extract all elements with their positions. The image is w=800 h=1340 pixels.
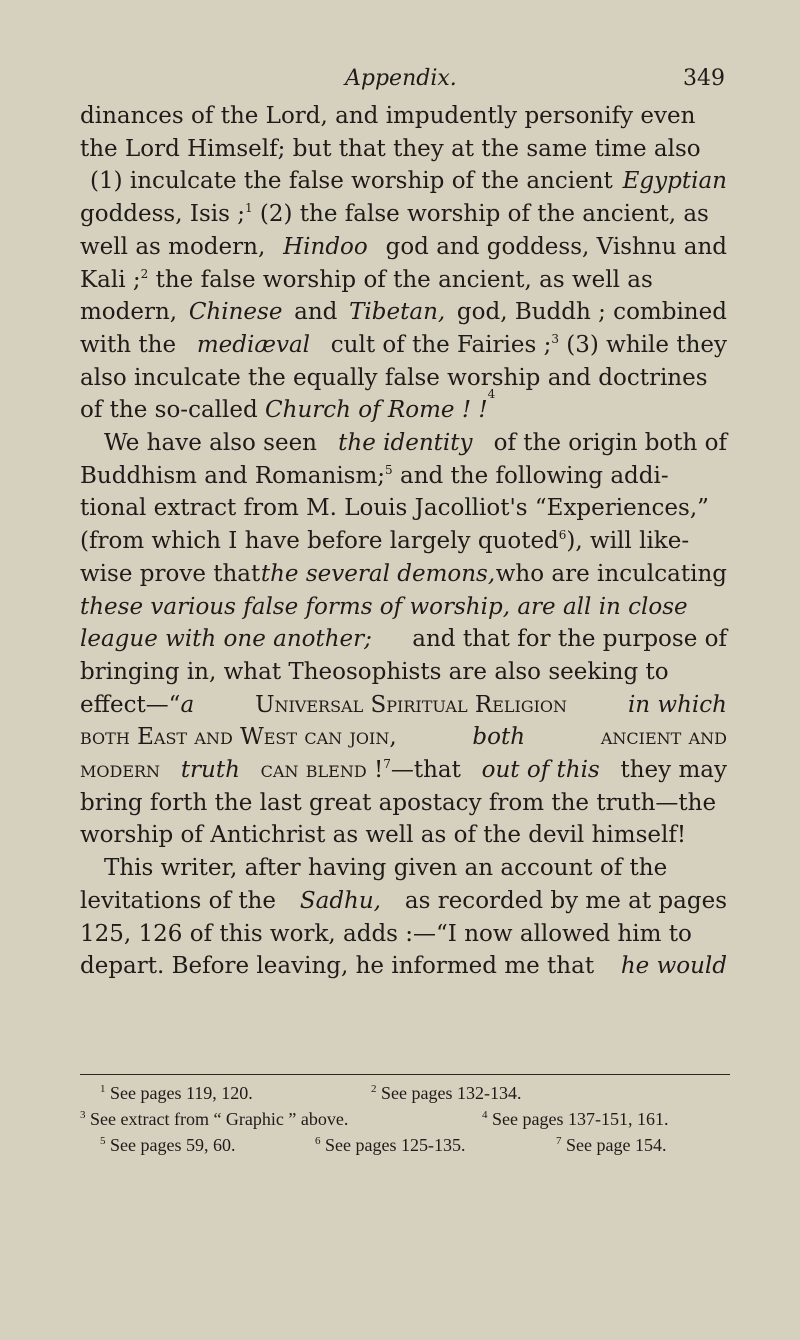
text-line <box>80 689 727 722</box>
text-line <box>80 264 727 297</box>
text: bring forth the last great apostacy from the truth—the <box>80 789 717 816</box>
text-line <box>80 819 727 852</box>
text: of the so-called <box>80 397 258 424</box>
footnote: $^5$ See pages 59, 60. <box>100 1135 236 1155</box>
small-caps-text: Universal Spiritual Religion <box>255 691 568 718</box>
text: and that for the purpose of <box>412 626 727 653</box>
body-text <box>80 100 727 983</box>
text-line <box>80 885 727 918</box>
italic-text: mediæval <box>196 331 311 358</box>
text-line <box>80 100 727 133</box>
footnote-row <box>80 1106 740 1132</box>
text-line <box>80 231 727 264</box>
italic-text: out of this <box>481 757 600 784</box>
text: cult of the Fairies ;$^3$ (3) while they <box>330 331 727 358</box>
text: with the <box>80 331 177 358</box>
footnote: $^4$ See pages 137-151, 161. <box>482 1109 669 1129</box>
text: god and goddess, Vishnu and <box>385 233 727 260</box>
footnote-divider <box>80 1074 730 1075</box>
text: of the origin both of <box>493 430 727 457</box>
italic-text: Sadhu, <box>299 887 381 914</box>
text-line <box>80 754 727 787</box>
text-line <box>80 460 727 493</box>
text-line <box>80 427 727 460</box>
text: the Lord Himself; but that they at the same time also <box>80 135 701 162</box>
text-line <box>80 623 727 656</box>
footnotes <box>80 1080 740 1158</box>
text: This writer, after having given an account of the <box>104 855 668 882</box>
text: as recorded by me at pages <box>404 887 727 914</box>
text: Buddhism and Romanism;$^5$ and the following addi- <box>80 462 669 489</box>
text: can blend !$^7$—that <box>260 757 461 784</box>
footnote-ref: 6 <box>558 528 567 543</box>
page-number: 349 <box>683 66 725 91</box>
text: wise prove that <box>80 560 261 587</box>
text: also inculcate the equally false worship and doctrines <box>80 364 708 391</box>
italic-text: Egyptian <box>622 168 727 195</box>
small-caps-text: both East and West can join, <box>80 724 397 751</box>
text: (from which I have before largely quoted$^6$), will like- <box>80 528 690 555</box>
text: 125, 126 of this work, adds :—“I now allowed him to <box>80 920 692 947</box>
footnote-ref: 4 <box>487 387 496 402</box>
text-line <box>80 296 727 329</box>
text-line <box>80 492 727 525</box>
footnote: $^2$ See pages 132-134. <box>371 1083 522 1103</box>
text-line <box>80 787 727 820</box>
small-caps-text: modern <box>80 757 161 784</box>
italic-text: both <box>472 724 526 751</box>
text-line <box>80 387 727 427</box>
text: effect—“a <box>80 691 195 718</box>
footnote-ref: 3 <box>551 331 559 346</box>
footnote-ref: 5 <box>385 462 393 477</box>
text: and <box>294 299 338 326</box>
text: depart. Before leaving, he informed me that <box>80 953 595 980</box>
text: modern, <box>80 299 178 326</box>
text-line <box>80 656 727 689</box>
text: levitations of the <box>80 887 276 914</box>
italic-text: Tibetan, <box>349 299 446 326</box>
italic-text: in which <box>627 691 727 718</box>
text-line <box>80 721 727 754</box>
text: dinances of the Lord, and impudently personify even <box>80 103 696 129</box>
text-line <box>80 950 727 983</box>
text: goddess, Isis ;$^1$ (2) the false worship of the ancient, as <box>80 201 709 228</box>
text: they may <box>620 757 727 784</box>
text-line <box>80 133 727 166</box>
italic-text: the several demons, <box>260 560 496 587</box>
italic-text: Hindoo <box>283 233 368 260</box>
text: We have also seen <box>104 430 317 457</box>
text: tional extract from M. Louis Jacolliot's “Experiences,” <box>80 495 709 522</box>
text-line <box>80 198 727 231</box>
text: Kali ;$^2$ the false worship of the ancient, as well as <box>80 266 653 293</box>
italic-text: league with one another; <box>80 626 372 653</box>
footnote-ref: 7 <box>383 757 391 772</box>
text-line <box>80 558 727 591</box>
text-line <box>80 852 727 885</box>
footnote-ref: 1 <box>244 201 253 216</box>
small-caps-text: ancient and <box>600 724 727 751</box>
italic-text: Church of Rome ! ! <box>265 397 488 424</box>
footnote: $^3$ See extract from “ Graphic ” above. <box>80 1109 349 1129</box>
running-title: Appendix. <box>345 66 457 91</box>
text: god, Buddh ; combined <box>456 299 727 326</box>
italic-text: Chinese <box>188 299 283 326</box>
footnote-row <box>80 1132 740 1158</box>
text-line <box>80 362 727 395</box>
italic-text: truth <box>180 757 240 784</box>
italic-text: these various false forms of worship, are all in close <box>80 593 688 620</box>
footnote: $^7$ See page 154. <box>556 1135 667 1155</box>
text-line <box>80 918 727 951</box>
footnote: $^1$ See pages 119, 120. <box>100 1083 253 1103</box>
text-line <box>80 329 727 362</box>
footnote-row <box>80 1080 740 1106</box>
text: well as modern, <box>80 233 266 260</box>
text-line <box>80 591 727 624</box>
text: who are inculcating <box>495 560 727 587</box>
italic-text: he would <box>620 953 727 980</box>
text-line <box>80 525 727 558</box>
text: worship of Antichrist as well as of the devil himself! <box>80 822 687 849</box>
footnote: $^6$ See pages 125-135. <box>315 1135 466 1155</box>
footnote-ref: 2 <box>140 266 149 281</box>
running-header <box>0 66 800 96</box>
text: (1) inculcate the false worship of the ancient <box>90 168 613 195</box>
italic-text: the identity <box>338 430 473 457</box>
text: bringing in, what Theosophists are also seeking to <box>80 658 669 685</box>
text-line <box>80 165 727 198</box>
